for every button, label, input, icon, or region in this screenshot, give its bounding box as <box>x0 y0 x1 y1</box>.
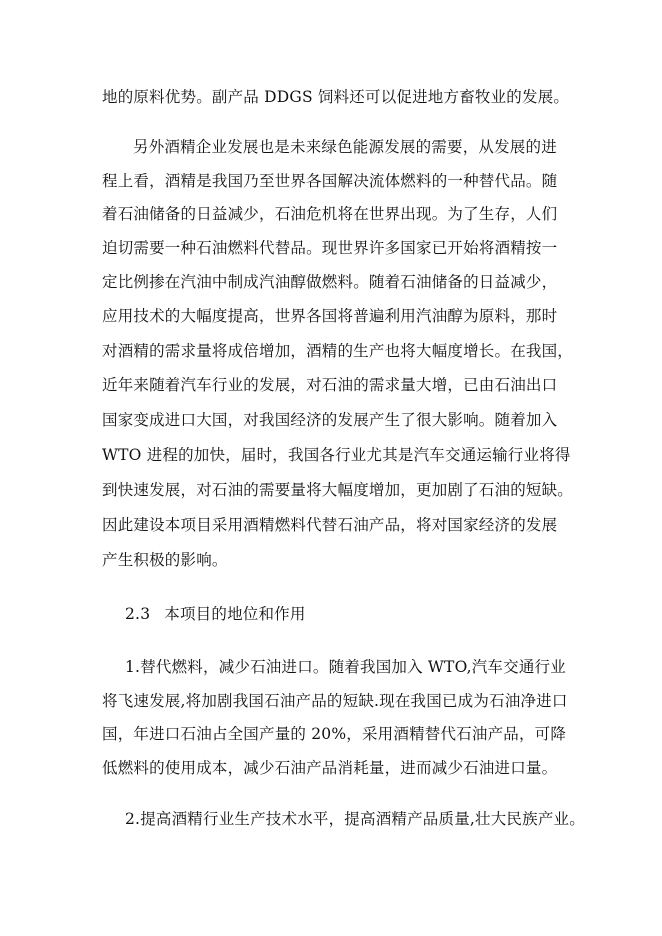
paragraph-alcohol-line: 应用技术的大幅度提高，世界各国将普遍利用汽油醇为原料，那时 <box>102 307 558 325</box>
paragraph-alcohol-line: 因此建设本项目采用酒精燃料代替石油产品，将对国家经济的发展 <box>102 516 558 534</box>
paragraph-alcohol-line: 到快速发展，对石油的需要量将大幅度增加，更加剧了石油的短缺。 <box>102 481 574 499</box>
list-item-1-line: 1.替代燃料，减少石油进口。随着我国加入 WTO,汽车交通行业 <box>125 658 566 676</box>
paragraph-alcohol-line: 对酒精的需求量将成倍增加，酒精的生产也将大幅度增长。在我国， <box>102 342 574 360</box>
paragraph-alcohol-line: 定比例掺在汽油中制成汽油醇做燃料。随着石油储备的日益减少， <box>102 273 558 291</box>
paragraph-alcohol-line: 迫切需要一种石油燃料代替品。现世界许多国家已开始将酒精按一 <box>102 239 558 257</box>
section-number: 2.3 <box>125 605 151 623</box>
paragraph-alcohol-line: 国家变成进口大国，对我国经济的发展产生了很大影响。随着加入 <box>102 411 558 429</box>
section-heading <box>125 603 306 625</box>
list-item-1-line: 低燃料的使用成本，减少石油产品消耗量，进而减少石油进口量。 <box>102 759 558 777</box>
paragraph-alcohol-line: 程上看，酒精是我国乃至世界各国解决流体燃料的一种替代品。随 <box>102 172 558 190</box>
paragraph-alcohol-line: 近年来随着汽车行业的发展，对石油的需求量大增，已由石油出口 <box>102 376 558 394</box>
paragraph-alcohol-line: WTO 进程的加快，届时，我国各行业尤其是汽车交通运输行业将得 <box>102 446 571 464</box>
paragraph-alcohol-line: 着石油储备的日益减少，石油危机将在世界出现。为了生存，人们 <box>102 205 558 223</box>
section-title: 本项目的地位和作用 <box>164 605 306 623</box>
paragraph-alcohol-line: 产生积极的影响。 <box>102 551 228 569</box>
list-item-1-line: 国，年进口石油占全国产量的 20%，采用酒精替代石油产品，可降 <box>102 725 567 743</box>
list-item-1-line: 将飞速发展,将加剧我国石油产品的短缺.现在我国已成为石油净进口 <box>102 692 568 710</box>
paragraph-intro-line: 地的原料优势。副产品 DDGS 饲料还可以促进地方畜牧业的发展。 <box>102 88 570 106</box>
paragraph-alcohol-line: 另外酒精企业发展也是未来绿色能源发展的需要，从发展的进 <box>133 138 557 156</box>
list-item-2-line: 2.提高酒精行业生产技术水平，提高酒精产品质量,壮大民族产业。 <box>125 810 585 828</box>
